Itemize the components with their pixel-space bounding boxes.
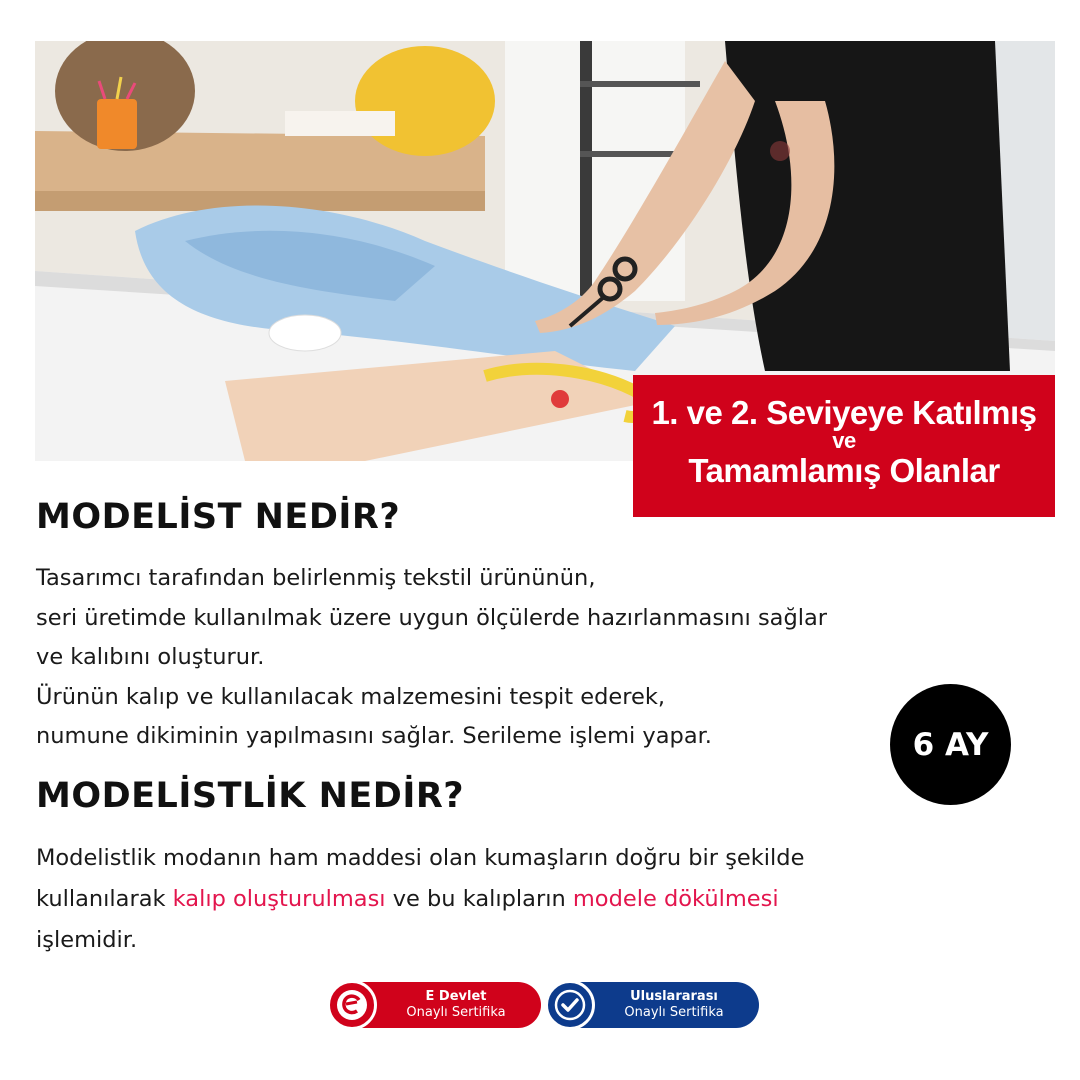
body-line [36,879,804,920]
international-certificate-badge [545,980,759,1030]
body-line: seri üretimde kullanılmak üzere uygun ölçülerde hazırlanmasını sağlar [36,604,828,631]
body-line: Ürünün kalıp ve kullanılacak malzemesini tespit ederek, [36,683,666,710]
body-line: numune dikiminin yapılmasını sağlar. Serileme işlemi yapar. [36,723,712,749]
e-devlet-logo-icon [327,980,377,1030]
highlight-text: modele dökülmesi [572,886,779,912]
body-line: Modelistlik modanın ham maddesi olan kumaşların doğru bir şekilde [36,845,805,871]
body-line: Tasarımcı tarafından belirlenmiş tekstil ürününün, [36,565,596,591]
section-title-modelist: MODELİST NEDİR? [36,497,401,537]
body-line: ve kalıbını oluşturur. [36,644,265,670]
certificate-title: E Devlet [425,989,487,1004]
banner-line-3: Tamamlamış Olanlar [688,452,1000,489]
banner-line-1: 1. ve 2. Seviyeye Katılmış [651,394,1037,431]
highlight-text: kalıp oluşturulması [172,886,386,912]
certificate-subtitle: Onaylı Sertifika [406,1005,506,1020]
banner-line-2: ve [832,428,856,453]
eligibility-banner [633,375,1055,517]
certificate-subtitle: Onaylı Sertifika [624,1005,724,1020]
section-title-modelistlik: MODELİSTLİK NEDİR? [36,776,465,816]
body-text: kullanılarak [36,886,173,912]
section-body-modelist [36,559,827,757]
body-text: ve bu kalıpların [385,886,573,912]
section-body-modelistlik [36,838,804,961]
checkmark-icon [545,980,595,1030]
duration-badge: 6 AY [890,684,1011,805]
body-line: işlemidir. [36,927,138,953]
edevlet-certificate-badge [327,980,541,1030]
certificate-title: Uluslararası [630,989,718,1004]
